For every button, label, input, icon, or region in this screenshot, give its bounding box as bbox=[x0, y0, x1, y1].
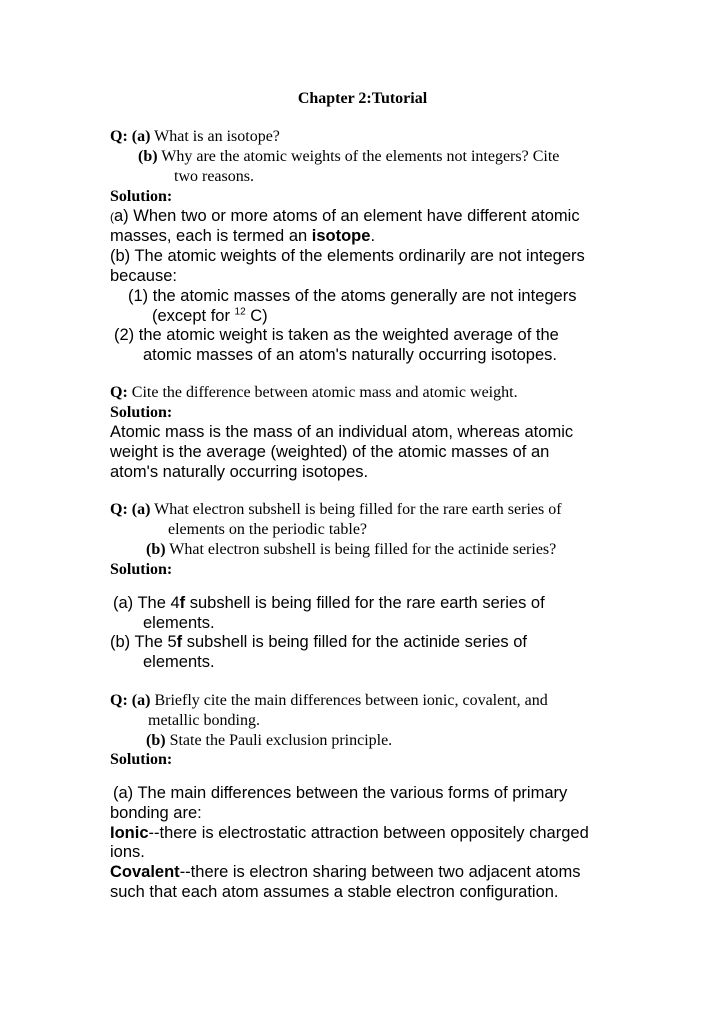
q2-question: Q: Cite the difference between atomic mass and atomic weight. bbox=[110, 384, 518, 401]
q1-b-label: (b) bbox=[138, 148, 158, 165]
isotope-term: isotope bbox=[311, 227, 371, 245]
q1-solution-b-line-1: (b) The atomic weights of the elements ordinarily are not integers bbox=[110, 247, 585, 265]
q2-solution-line-1: Atomic mass is the mass of an individual atom, whereas atomic bbox=[110, 423, 574, 441]
q4-a-question: Q: (a) Briefly cite the main differences between ionic, covalent, and bbox=[110, 692, 548, 709]
q1-solution-a-line-2: masses, each is termed an isotope. bbox=[110, 227, 376, 245]
q4-covalent-line-2: such that each atom assumes a stable electron configuration. bbox=[110, 883, 559, 901]
q1-solution-b-item-1-line-2: (except for $^{12}$ C) bbox=[152, 306, 268, 325]
q4-covalent-line-1: Covalent--there is electron sharing between two adjacent atoms bbox=[110, 863, 581, 881]
q3-solution-b-line-1: (b) The 5f subshell is being filled for the actinide series of bbox=[110, 633, 528, 651]
q4-solution-line-1: (a) The main differences between the various forms of primary bbox=[113, 784, 568, 802]
q4-solution-line-2: bonding are: bbox=[110, 804, 202, 822]
q1-solution-a-line-1: (a) When two or more atoms of an element have different atomic bbox=[110, 207, 580, 225]
q1-b-question bbox=[138, 147, 559, 167]
q4-solution-label: Solution: bbox=[110, 751, 173, 768]
q1-solution-b-item-1-line-1: (1) the atomic masses of the atoms generally are not integers bbox=[128, 287, 577, 305]
q1-a-text: What is an isotope? bbox=[150, 128, 280, 145]
q3-b-question: (b) What electron subshell is being filled for the actinide series? bbox=[146, 541, 557, 558]
q-label: Q: bbox=[110, 128, 128, 145]
q4-a-text-2: metallic bonding. bbox=[148, 712, 260, 729]
q2-solution-label: Solution: bbox=[110, 404, 173, 421]
q1-solution-b-line-2: because: bbox=[110, 267, 177, 285]
covalent-term: Covalent bbox=[110, 863, 180, 881]
q1-solution-b-item-2-line-2: atomic masses of an atom's naturally occurring isotopes. bbox=[143, 346, 557, 364]
q4-ionic-line-2: ions. bbox=[110, 843, 145, 861]
q3-solution-label: Solution: bbox=[110, 561, 173, 578]
q4-ionic-line-1: Ionic--there is electrostatic attraction between oppositely charged bbox=[110, 824, 589, 842]
q1-solution-b-item-2-line-1: (2) the atomic weight is taken as the weighted average of the bbox=[114, 326, 559, 344]
q1-solution-label: Solution: bbox=[110, 188, 173, 205]
q1-a-label: (a) bbox=[131, 128, 151, 145]
q3-solution-a-line-1: (a) The 4f subshell is being filled for the rare earth series of bbox=[113, 594, 545, 612]
q4-b-question: (b) State the Pauli exclusion principle. bbox=[146, 732, 393, 749]
q1-b-text-2: two reasons. bbox=[174, 168, 254, 185]
q3-a-text-2: elements on the periodic table? bbox=[168, 521, 368, 538]
q3-a-question: Q: (a) What electron subshell is being filled for the rare earth series of bbox=[110, 501, 562, 518]
q3-solution-a-line-2: elements. bbox=[143, 614, 215, 632]
q2-solution-line-2: weight is the average (weighted) of the atomic masses of an bbox=[110, 443, 550, 461]
page-title: Chapter 2:Tutorial bbox=[297, 90, 428, 107]
q2-solution-line-3: atom's naturally occurring isotopes. bbox=[110, 463, 369, 481]
q1-a-question bbox=[110, 127, 280, 147]
ionic-term: Ionic bbox=[110, 824, 149, 842]
q1-b-text-1: Why are the atomic weights of the elements not integers? Cite bbox=[157, 148, 560, 165]
q3-solution-b-line-2: elements. bbox=[143, 653, 215, 671]
